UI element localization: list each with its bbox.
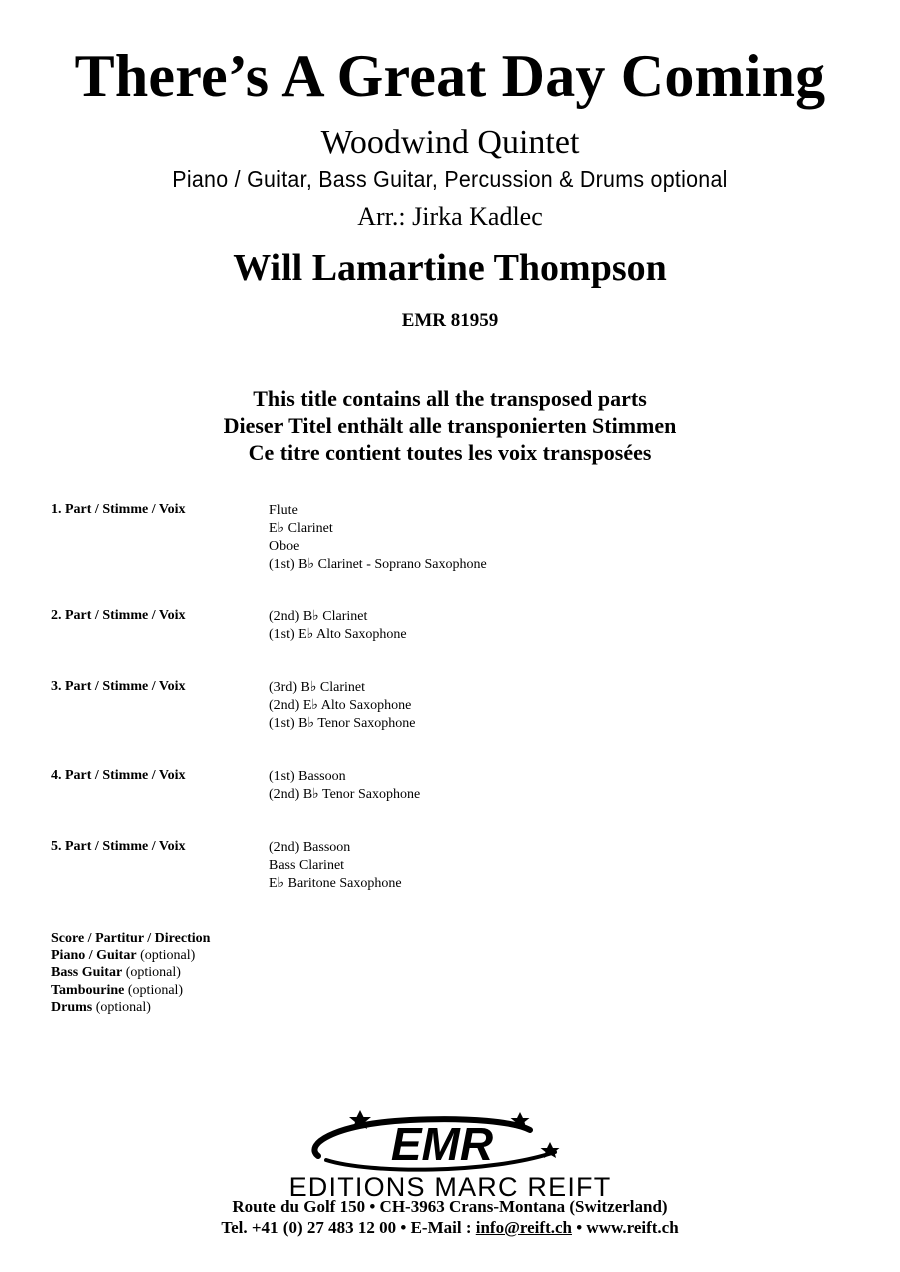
piano-guitar-line	[51, 947, 210, 964]
additional-parts	[51, 930, 210, 1016]
instrument-item: (2nd) E♭ Alto Saxophone	[269, 698, 412, 713]
drums-line	[51, 999, 210, 1016]
score-label: Score / Partitur / Direction	[51, 931, 211, 946]
publisher-name: EDITIONS MARC REIFT	[288, 1172, 612, 1202]
part-label: 5. Part / Stimme / Voix	[51, 839, 186, 854]
instrument-item: E♭ Clarinet	[269, 521, 333, 536]
notice-french: Ce titre contient toutes les voix transposées	[248, 440, 652, 465]
emr-logo	[300, 1108, 570, 1178]
optional-tag: (optional)	[140, 948, 196, 964]
instrument-item: (1st) B♭ Clarinet - Soprano Saxophone	[269, 557, 487, 572]
tambourine-line	[51, 982, 210, 999]
bass-guitar-label: Bass Guitar	[51, 965, 123, 981]
notice-english: This title contains all the transposed parts	[253, 386, 647, 411]
part-label: 2. Part / Stimme / Voix	[51, 608, 186, 623]
drums-label: Drums	[51, 999, 93, 1015]
instrument-item: (2nd) B♭ Tenor Saxophone	[269, 787, 421, 802]
part-label: 3. Part / Stimme / Voix	[51, 679, 186, 694]
bass-guitar-line	[51, 964, 210, 981]
instrument-item: Oboe	[269, 539, 300, 554]
instrument-item: (1st) E♭ Alto Saxophone	[269, 627, 407, 642]
instrument-item: (3rd) B♭ Clarinet	[269, 680, 366, 695]
instrument-item: Flute	[269, 503, 298, 518]
piano-guitar-label: Piano / Guitar	[51, 948, 137, 964]
optional-tag: (optional)	[125, 965, 181, 981]
publisher-address: Route du Golf 150 • CH-3963 Crans-Montana (Switzerland)	[232, 1197, 668, 1216]
arranger: Arr.: Jirka Kadlec	[357, 202, 543, 231]
website-link[interactable]: • www.reift.ch	[576, 1218, 679, 1237]
part-instrument-list	[269, 502, 669, 574]
publisher-contact	[0, 1218, 900, 1238]
composer: Will Lamartine Thompson	[233, 247, 667, 289]
transposed-parts-notice	[0, 385, 900, 466]
score-title: There’s A Great Day Coming	[74, 43, 826, 109]
part-instrument-list	[269, 608, 669, 644]
ensemble-subtitle: Woodwind Quintet	[320, 124, 580, 161]
score-line	[51, 930, 210, 947]
optional-tag: (optional)	[127, 982, 184, 998]
instrument-item: E♭ Baritone Saxophone	[269, 876, 402, 891]
instrument-item: (2nd) B♭ Clarinet	[269, 609, 368, 624]
instrument-item: (2nd) Bassoon	[269, 840, 351, 855]
logo-text: EMR	[390, 1118, 494, 1170]
instrument-item: (1st) Bassoon	[269, 769, 346, 784]
part-label: 4. Part / Stimme / Voix	[51, 768, 186, 783]
notice-german: Dieser Titel enthält alle transponierten Stimmen	[223, 413, 677, 438]
optional-instruments: Piano / Guitar, Bass Guitar, Percussion & Drums optional	[172, 166, 728, 192]
part-instrument-list	[269, 839, 669, 893]
part-label: 1. Part / Stimme / Voix	[51, 502, 186, 517]
tambourine-label: Tambourine	[51, 982, 125, 998]
part-instrument-list	[269, 768, 669, 804]
telephone: Tel. +41 (0) 27 483 12 00 • E-Mail :	[221, 1218, 472, 1237]
email-link[interactable]: info@reift.ch	[475, 1218, 572, 1237]
instrument-item: (1st) B♭ Tenor Saxophone	[269, 716, 416, 731]
catalog-number: EMR 81959	[401, 310, 499, 331]
optional-tag: (optional)	[95, 999, 151, 1015]
instrument-item: Bass Clarinet	[269, 858, 345, 873]
part-instrument-list	[269, 679, 669, 733]
